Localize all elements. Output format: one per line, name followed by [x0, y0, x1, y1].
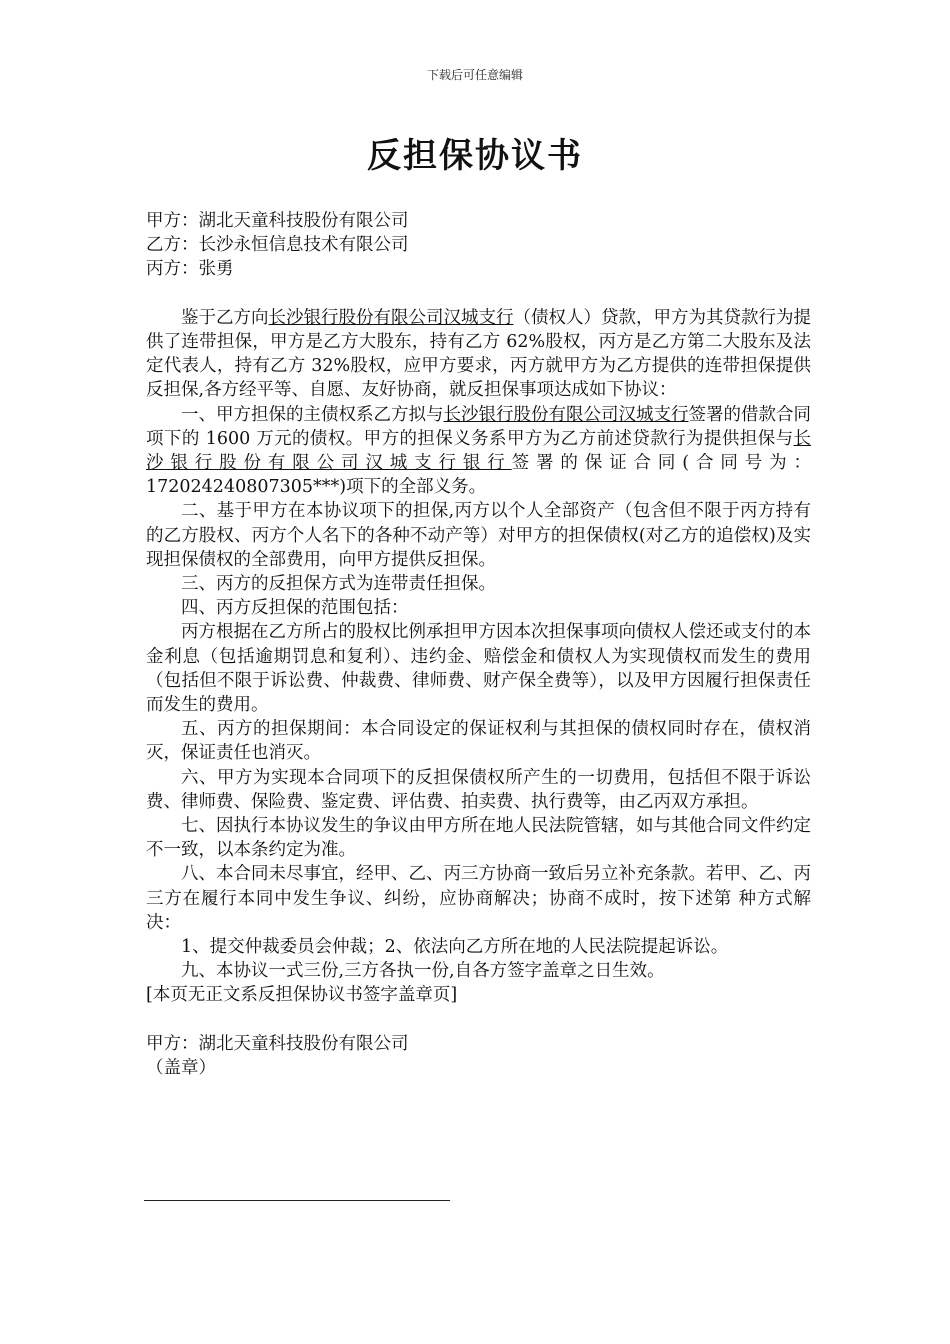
clause-4-detail: 丙方根据在乙方所占的股权比例承担甲方因本次担保事项向债权人偿还或支付的本金利息（包括逾期罚息和复利）、违约金、赔偿金和债权人为实现债权而发生的费用（包括但不限于诉讼费、仲裁费、律师费、财产保全费等），以及甲方因履行担保责任而发生的费用。 [146, 622, 811, 715]
clause-6: 六、甲方为实现本合同项下的反担保债权所产生的一切费用，包括但不限于诉讼费、律师费、保险费、鉴定费、评估费、拍卖费、执行费等，由乙丙双方承担。 [146, 767, 811, 812]
clause-5: 五、丙方的担保期间：本合同设定的保证权利与其担保的债权同时存在，债权消灭，保证责任也消灭。 [146, 719, 811, 764]
clause-1-text-end: 签署的保证合同(合同号为：172024240807305***)项下的全部义务。 [146, 452, 812, 498]
clause-1-text-mid: 签署的借款合同项下的 1600 万元的债权。甲方的担保义务系甲方为乙方前述贷款行为提供担保与 [146, 404, 811, 449]
signature-page-note: [本页无正文系反担保协议书签字盖章页] [146, 985, 458, 1006]
preamble-text-rest: （债权人）贷款，甲方为其贷款行为提供了连带担保，甲方是乙方大股东，持有乙方 62%股权，丙方是乙方第二大股东及法定代表人，持有乙方 32%股权，应甲方要求，丙方就甲方为乙方提供的连带担保提供反担保,各方经平等、自愿、友好协商，就反担保事项达成如下协议： [146, 307, 811, 401]
header-note: 下载后可任意编辑 [426, 68, 523, 82]
signature-party-a: 甲方：湖北天童科技股份有限公司 [146, 1033, 409, 1054]
seal-label: （盖章） [146, 1058, 216, 1078]
clause-3: 三、丙方的反担保方式为连带责任担保。 [181, 573, 496, 594]
preamble-paragraph [146, 306, 811, 403]
signature-line [144, 1200, 450, 1201]
preamble-text-start: 鉴于乙方向 [181, 307, 269, 328]
clause-1-text-start: 一、甲方担保的主债权系乙方拟与 [181, 404, 444, 425]
party-c: 丙方：张勇 [146, 259, 234, 280]
creditor-bank-name: 长沙银行股份有限公司汉城支行 [268, 307, 514, 328]
party-a: 甲方：湖北天童科技股份有限公司 [146, 211, 409, 231]
document-title: 反担保协议书 [367, 136, 583, 176]
clause-1-bank-name-2: 长沙银行股份有限公司汉城支行银行 [146, 428, 811, 473]
clause-8: 八、本合同未尽事宜，经甲、乙、丙三方协商一致后另立补充条款。若甲、乙、丙三方在履行本同中发生争议、纠纷，应协商解决；协商不成时，按下述第 种方式解决： [146, 864, 811, 933]
clause-9: 九、本协议一式三份,三方各执一份,自各方签字盖章之日生效。 [181, 961, 665, 982]
party-b: 乙方：长沙永恒信息技术有限公司 [146, 235, 409, 256]
clause-2: 二、基于甲方在本协议项下的担保,丙方以个人全部资产（包含但不限于丙方持有的乙方股权、丙方个人名下的各种不动产等）对甲方的担保债权(对乙方的追偿权)及实现担保债权的全部费用，向甲方提供反担保。 [146, 501, 811, 570]
clause-8-options: 1、提交仲裁委员会仲裁；2、依法向乙方所在地的人民法院提起诉讼。 [181, 937, 729, 958]
document-body [146, 209, 811, 1080]
clause-1-bank-name: 长沙银行股份有限公司汉城支行 [443, 404, 689, 425]
clause-1 [146, 403, 811, 500]
clause-4: 四、丙方反担保的范围包括： [181, 598, 409, 619]
clause-7: 七、因执行本协议发生的争议由甲方所在地人民法院管辖，如与其他合同文件约定不一致，以本条约定为准。 [146, 816, 811, 861]
